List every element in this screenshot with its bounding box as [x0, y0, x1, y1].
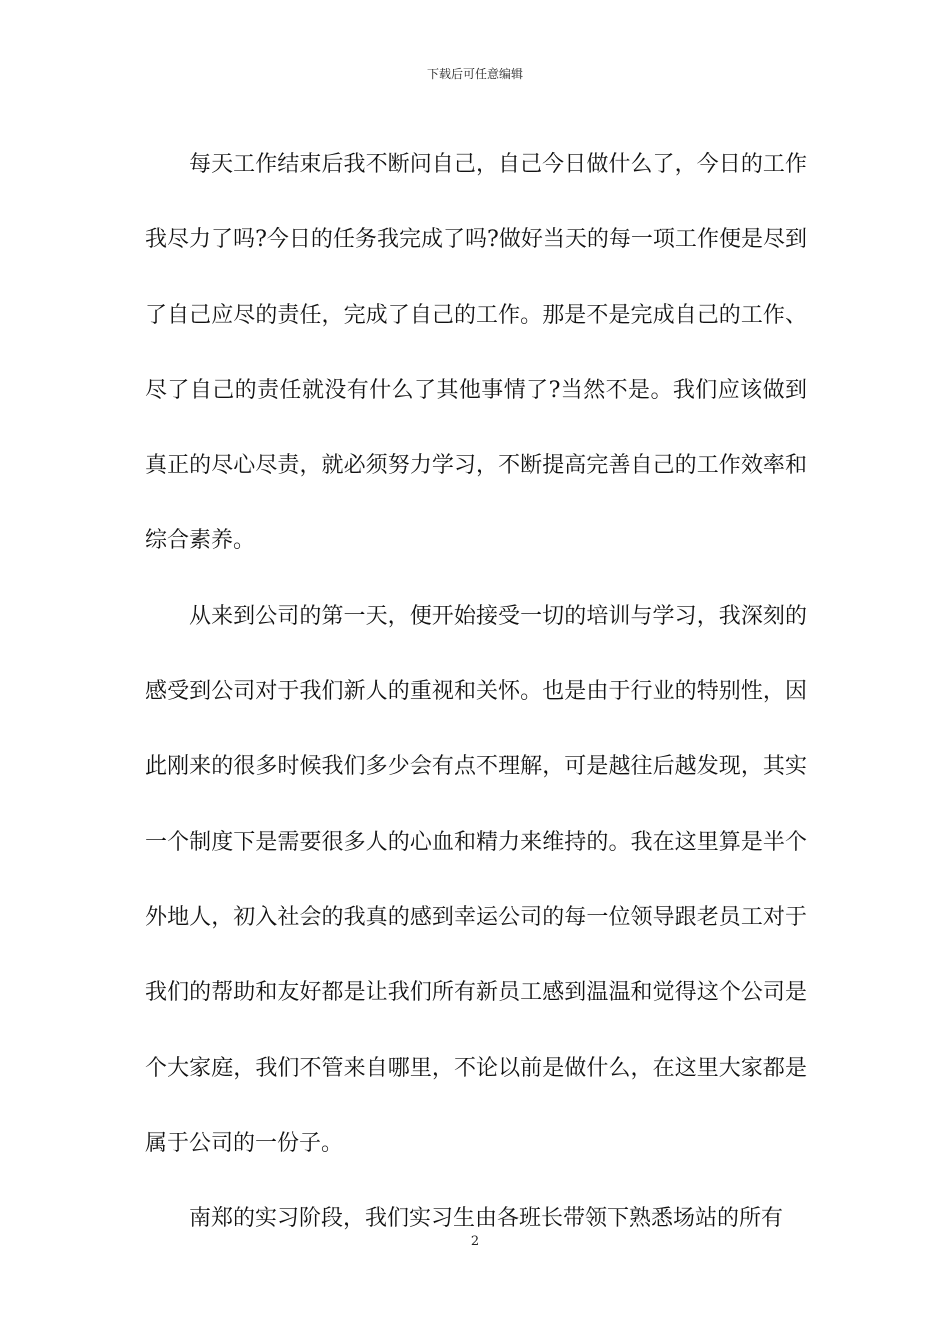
paragraph-1: 每天工作结束后我不断问自己，自己今日做什么了，今日的工作我尽力了吗?今日的任务我完成了吗?做好当天的每一项工作便是尽到了自己应尽的责任，完成了自己的工作。那是不是完成自己的工作、尽了自己的责任就没有什么了其他事情了?当然不是。我们应该做到真正的尽心尽责，就必须努力学习，不断提高完善自己的工作效率和综合素养。 — [145, 152, 807, 554]
paragraph-3: 南郑的实习阶段，我们实习生由各班长带领下熟悉场站的所有 — [189, 1206, 784, 1232]
document-body — [145, 127, 807, 1256]
page-header: 下载后可任意编辑 — [426, 67, 523, 81]
paragraph-2: 从来到公司的第一天，便开始接受一切的培训与学习，我深刻的感受到公司对于我们新人的重视和关怀。也是由于行业的特别性，因此刚来的很多时候我们多少会有点不理解，可是越往后越发现，其实一个制度下是需要很多人的心血和精力来维持的。我在这里算是半个外地人，初入社会的我真的感到幸运公司的每一位领导跟老员工对于我们的帮助和友好都是让我们所有新员工感到温温和觉得这个公司是个大家庭，我们不管来自哪里，不论以前是做什么，在这里大家都是属于公司的一份子。 — [145, 603, 807, 1156]
page-number: 2 — [470, 1234, 480, 1249]
